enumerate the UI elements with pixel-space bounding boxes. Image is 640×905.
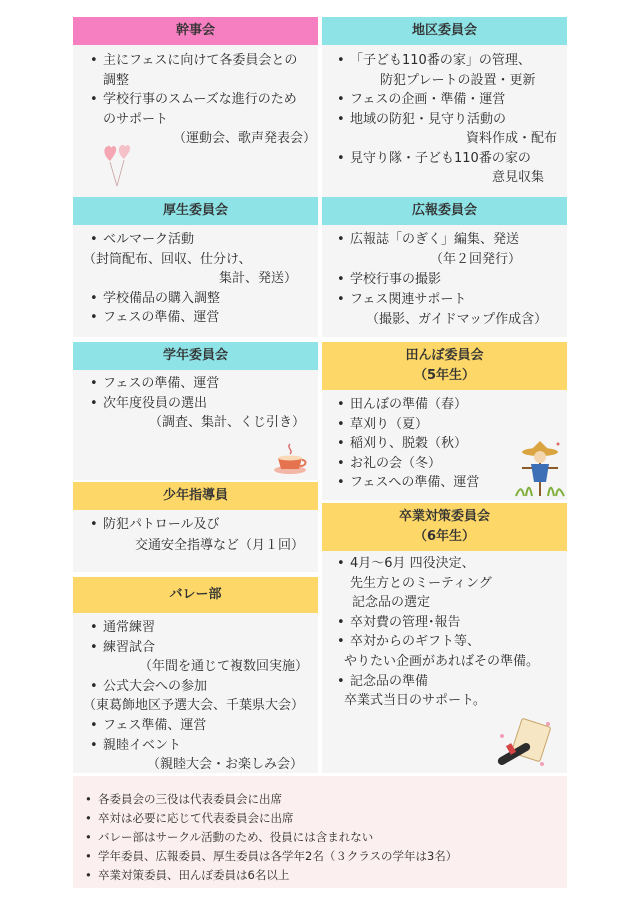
sotsugyou-item: • 4月～6月 四役決定、: [350, 555, 475, 573]
tanbo-item: • お礼の会（冬）: [350, 455, 441, 473]
kanji-title: 幹事会: [175, 23, 215, 38]
note-item: • 学年委員、広報委員、厚生委員は各学年2名（３クラスの学年は3名）: [98, 847, 457, 865]
note-item: • バレー部はサークル活動のため、役員には含まれない: [98, 828, 373, 846]
gakunen-item: • 次年度役員の選出: [103, 395, 207, 413]
tanbo-subtitle: （5年生）: [413, 368, 476, 383]
chiku-item: • フェスの企画・準備・運営: [350, 91, 505, 109]
volley-item: （年間を通じて複数回実施）: [139, 659, 309, 675]
chiku-item: 防犯プレートの設置・更新: [380, 72, 536, 88]
tea-cup-icon: [272, 440, 308, 476]
diploma-icon: [494, 716, 554, 770]
tanbo-header: [322, 342, 567, 390]
volley-item: • 公式大会への参加: [103, 678, 207, 696]
scarecrow-icon: [512, 438, 568, 500]
kousei-item: • ベルマーク活動: [103, 231, 194, 249]
chiku-header: [322, 17, 567, 45]
volley-title: バレー部: [169, 587, 222, 602]
sotsugyou-title: 卒業対策委員会: [398, 509, 490, 524]
note-item: • 卒対は必要に応じて代表委員会に出席: [98, 809, 294, 827]
kouhou-item: （年２回発行）: [430, 252, 522, 267]
kouhou-item: （撮影、ガイドマップ作成含）: [366, 312, 548, 327]
shounen-title: 少年指導員: [162, 488, 228, 503]
sotsugyou-item: 先生方とのミーティング: [350, 575, 492, 591]
kouhou-header: [322, 197, 567, 225]
kousei-item: • フェスの準備、運営: [103, 309, 219, 327]
note-item: • 卒業対策委員、田んぼ委員は6名以上: [98, 866, 289, 884]
kousei-title: 厚生委員会: [162, 203, 228, 218]
sotsugyou-item: • 卒対費の管理･報告: [350, 614, 461, 632]
kanji-item: • 学校行事のスムーズな進行のため: [103, 91, 297, 109]
kousei-item: • 学校備品の購入調整: [103, 290, 220, 308]
tanbo-item: • フェスへの準備、運営: [350, 474, 479, 492]
sotsugyou-item: • 記念品の準備: [350, 673, 428, 691]
kouhou-title: 広報委員会: [411, 203, 477, 218]
tanbo-item: • 草刈り（夏）: [350, 416, 428, 434]
volley-item: （東葛飾地区予選大会、千葉県大会）: [83, 698, 305, 714]
chiku-item: 意見収集: [492, 170, 545, 185]
volley-item: • 親睦イベント: [103, 737, 181, 755]
note-item: • 各委員会の三役は代表委員会に出席: [98, 790, 282, 808]
chiku-item: • 見守り隊・子ども110番の家の: [350, 150, 531, 168]
kanji-header: [73, 17, 318, 45]
shounen-item: • 防犯パトロール及び: [103, 516, 219, 534]
kanji-item: 調整: [103, 72, 130, 88]
chiku-item: • 「子ども110番の家」の管理、: [350, 52, 531, 70]
tanbo-item: • 稲刈り、脱穀（秋）: [350, 435, 467, 453]
gakunen-item: • フェスの準備、運営: [103, 375, 219, 393]
kanji-item: • 主にフェスに向けて各委員会との: [103, 52, 297, 70]
kousei-item: （封筒配布、回収、仕分け、: [83, 251, 252, 267]
sotsugyou-item: 卒業式当日のサポート。: [344, 693, 486, 709]
sotsugyou-subtitle: （6年生）: [413, 529, 476, 544]
gakunen-item: （調査、集計、くじ引き）: [149, 415, 306, 430]
volley-item: （親睦大会・お楽しみ会）: [147, 757, 304, 773]
gakunen-header: [73, 342, 318, 370]
shounen-header: [73, 482, 318, 510]
kouhou-item: • フェス関連サポート: [350, 291, 466, 309]
volley-header: [73, 577, 318, 613]
kouhou-item: • 広報誌「のぎく」編集、発送: [350, 231, 519, 249]
sotsugyou-item: やりたい企画があればその準備。: [344, 654, 540, 669]
tanbo-item: • 田んぼの準備（春）: [350, 396, 467, 414]
sotsugyou-item: • 卒対からのギフト等、: [350, 633, 480, 651]
shounen-item: 交通安全指導など（月１回）: [135, 538, 305, 553]
gakunen-title: 学年委員会: [162, 348, 228, 363]
volley-item: • 練習試合: [103, 639, 155, 657]
volley-item: • 通常練習: [103, 619, 155, 637]
kanji-item: のサポート: [103, 111, 169, 127]
balloons-icon: [100, 140, 134, 190]
chiku-item: 資料作成・配布: [466, 131, 558, 146]
kanji-item: （運動会、歌声発表会）: [173, 131, 317, 147]
sotsugyou-item: 記念品の選定: [352, 595, 431, 611]
kousei-header: [73, 197, 318, 225]
kouhou-item: • 学校行事の撮影: [350, 271, 441, 289]
tanbo-title: 田んぼ委員会: [405, 348, 484, 363]
chiku-title: 地区委員会: [411, 23, 477, 38]
kousei-item: 集計、発送）: [219, 271, 298, 286]
sotsugyou-header: [322, 503, 567, 551]
volley-item: • フェス準備、運営: [103, 717, 206, 735]
chiku-item: • 地域の防犯・見守り活動の: [350, 111, 506, 129]
